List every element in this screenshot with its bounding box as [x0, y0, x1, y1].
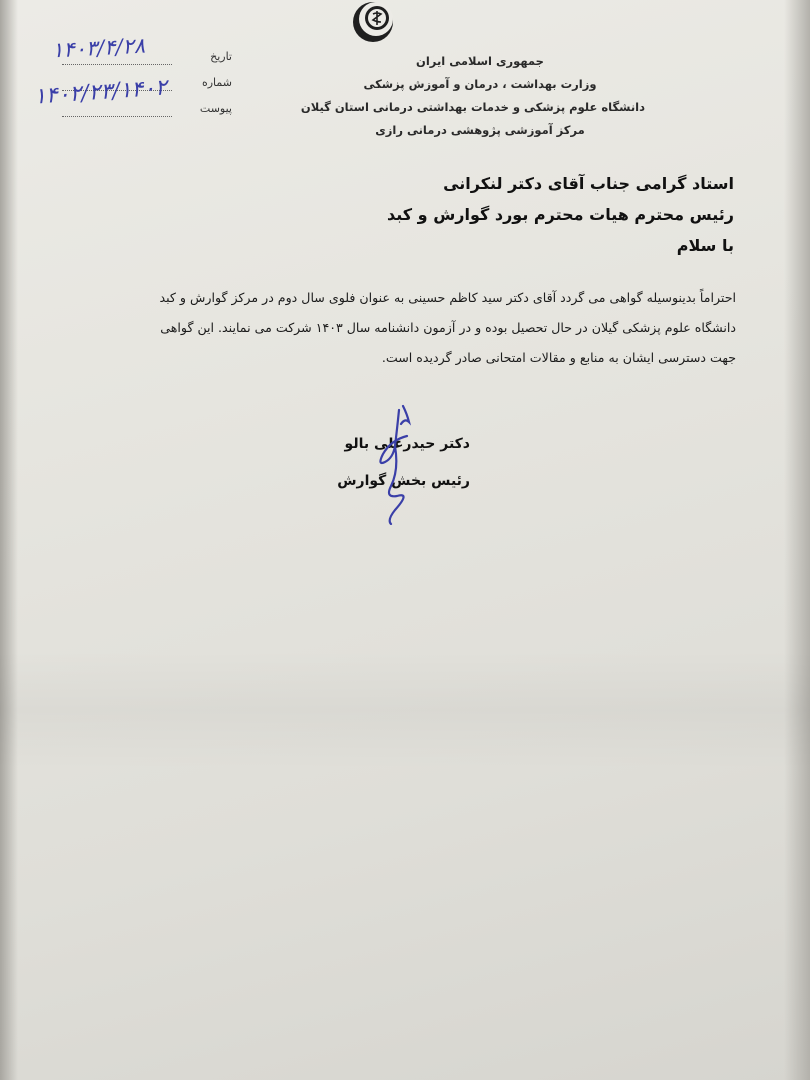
- org-line-university: دانشگاه علوم پزشکی و خدمات بهداشتی درمانی استان گیلان: [300, 100, 645, 114]
- org-line-center: مرکز آموزشی پژوهشی درمانی رازی: [375, 123, 585, 137]
- body-line-2: دانشگاه علوم پزشکی گیلان در حال تحصیل بوده و در آزمون دانشنامه سال ۱۴۰۳ شرکت می نمایند. این گواهی: [160, 320, 736, 335]
- date-dotted-line: [62, 64, 172, 65]
- handwritten-signature: [355, 400, 425, 525]
- signatory-title: رئیس بخش گوارش: [337, 473, 470, 489]
- signatory-name: دکتر حیدرعلی بالو: [344, 436, 470, 452]
- handwritten-date: ۱۴۰۳/۴/۲۸: [51, 33, 146, 63]
- page-edge-shadow-left: [0, 0, 18, 1080]
- addressee-line-2: رئیس محترم هیات محترم بورد گوارش و کبد: [387, 205, 734, 224]
- number-label: شماره: [201, 76, 232, 89]
- addressee-line-1: استاد گرامی جناب آقای دکتر لنکرانی: [443, 174, 734, 193]
- handwritten-number: ۱۴۰۲/۲۳/۱۴۰۲: [33, 75, 168, 110]
- page-edge-shadow-right: [784, 0, 810, 1080]
- paper-fold-shading: [0, 650, 810, 770]
- letter-body: [74, 283, 736, 373]
- body-line-3: جهت دسترسی ایشان به منابع و مقالات امتحانی صادر گردیده است.: [381, 350, 736, 365]
- date-label: تاریخ: [210, 50, 232, 63]
- body-line-1: احتراماً بدینوسیله گواهی می گردد آقای دکتر سید کاظم حسینی به عنوان فلوی سال دوم در مرکز گوارش و کبد: [159, 290, 736, 305]
- ministry-emblem-icon: [340, 0, 406, 48]
- addressee-block: [234, 168, 734, 261]
- letter-meta-labels: [172, 44, 232, 122]
- attachment-label: پیوست: [199, 102, 232, 115]
- org-line-ministry: وزارت بهداشت ، درمان و آموزش پزشکی: [363, 77, 597, 91]
- attachment-dotted-line: [62, 116, 172, 117]
- organization-header: [300, 50, 645, 142]
- greeting: با سلام: [676, 236, 734, 255]
- org-line-country: جمهوری اسلامی ایران: [416, 54, 544, 68]
